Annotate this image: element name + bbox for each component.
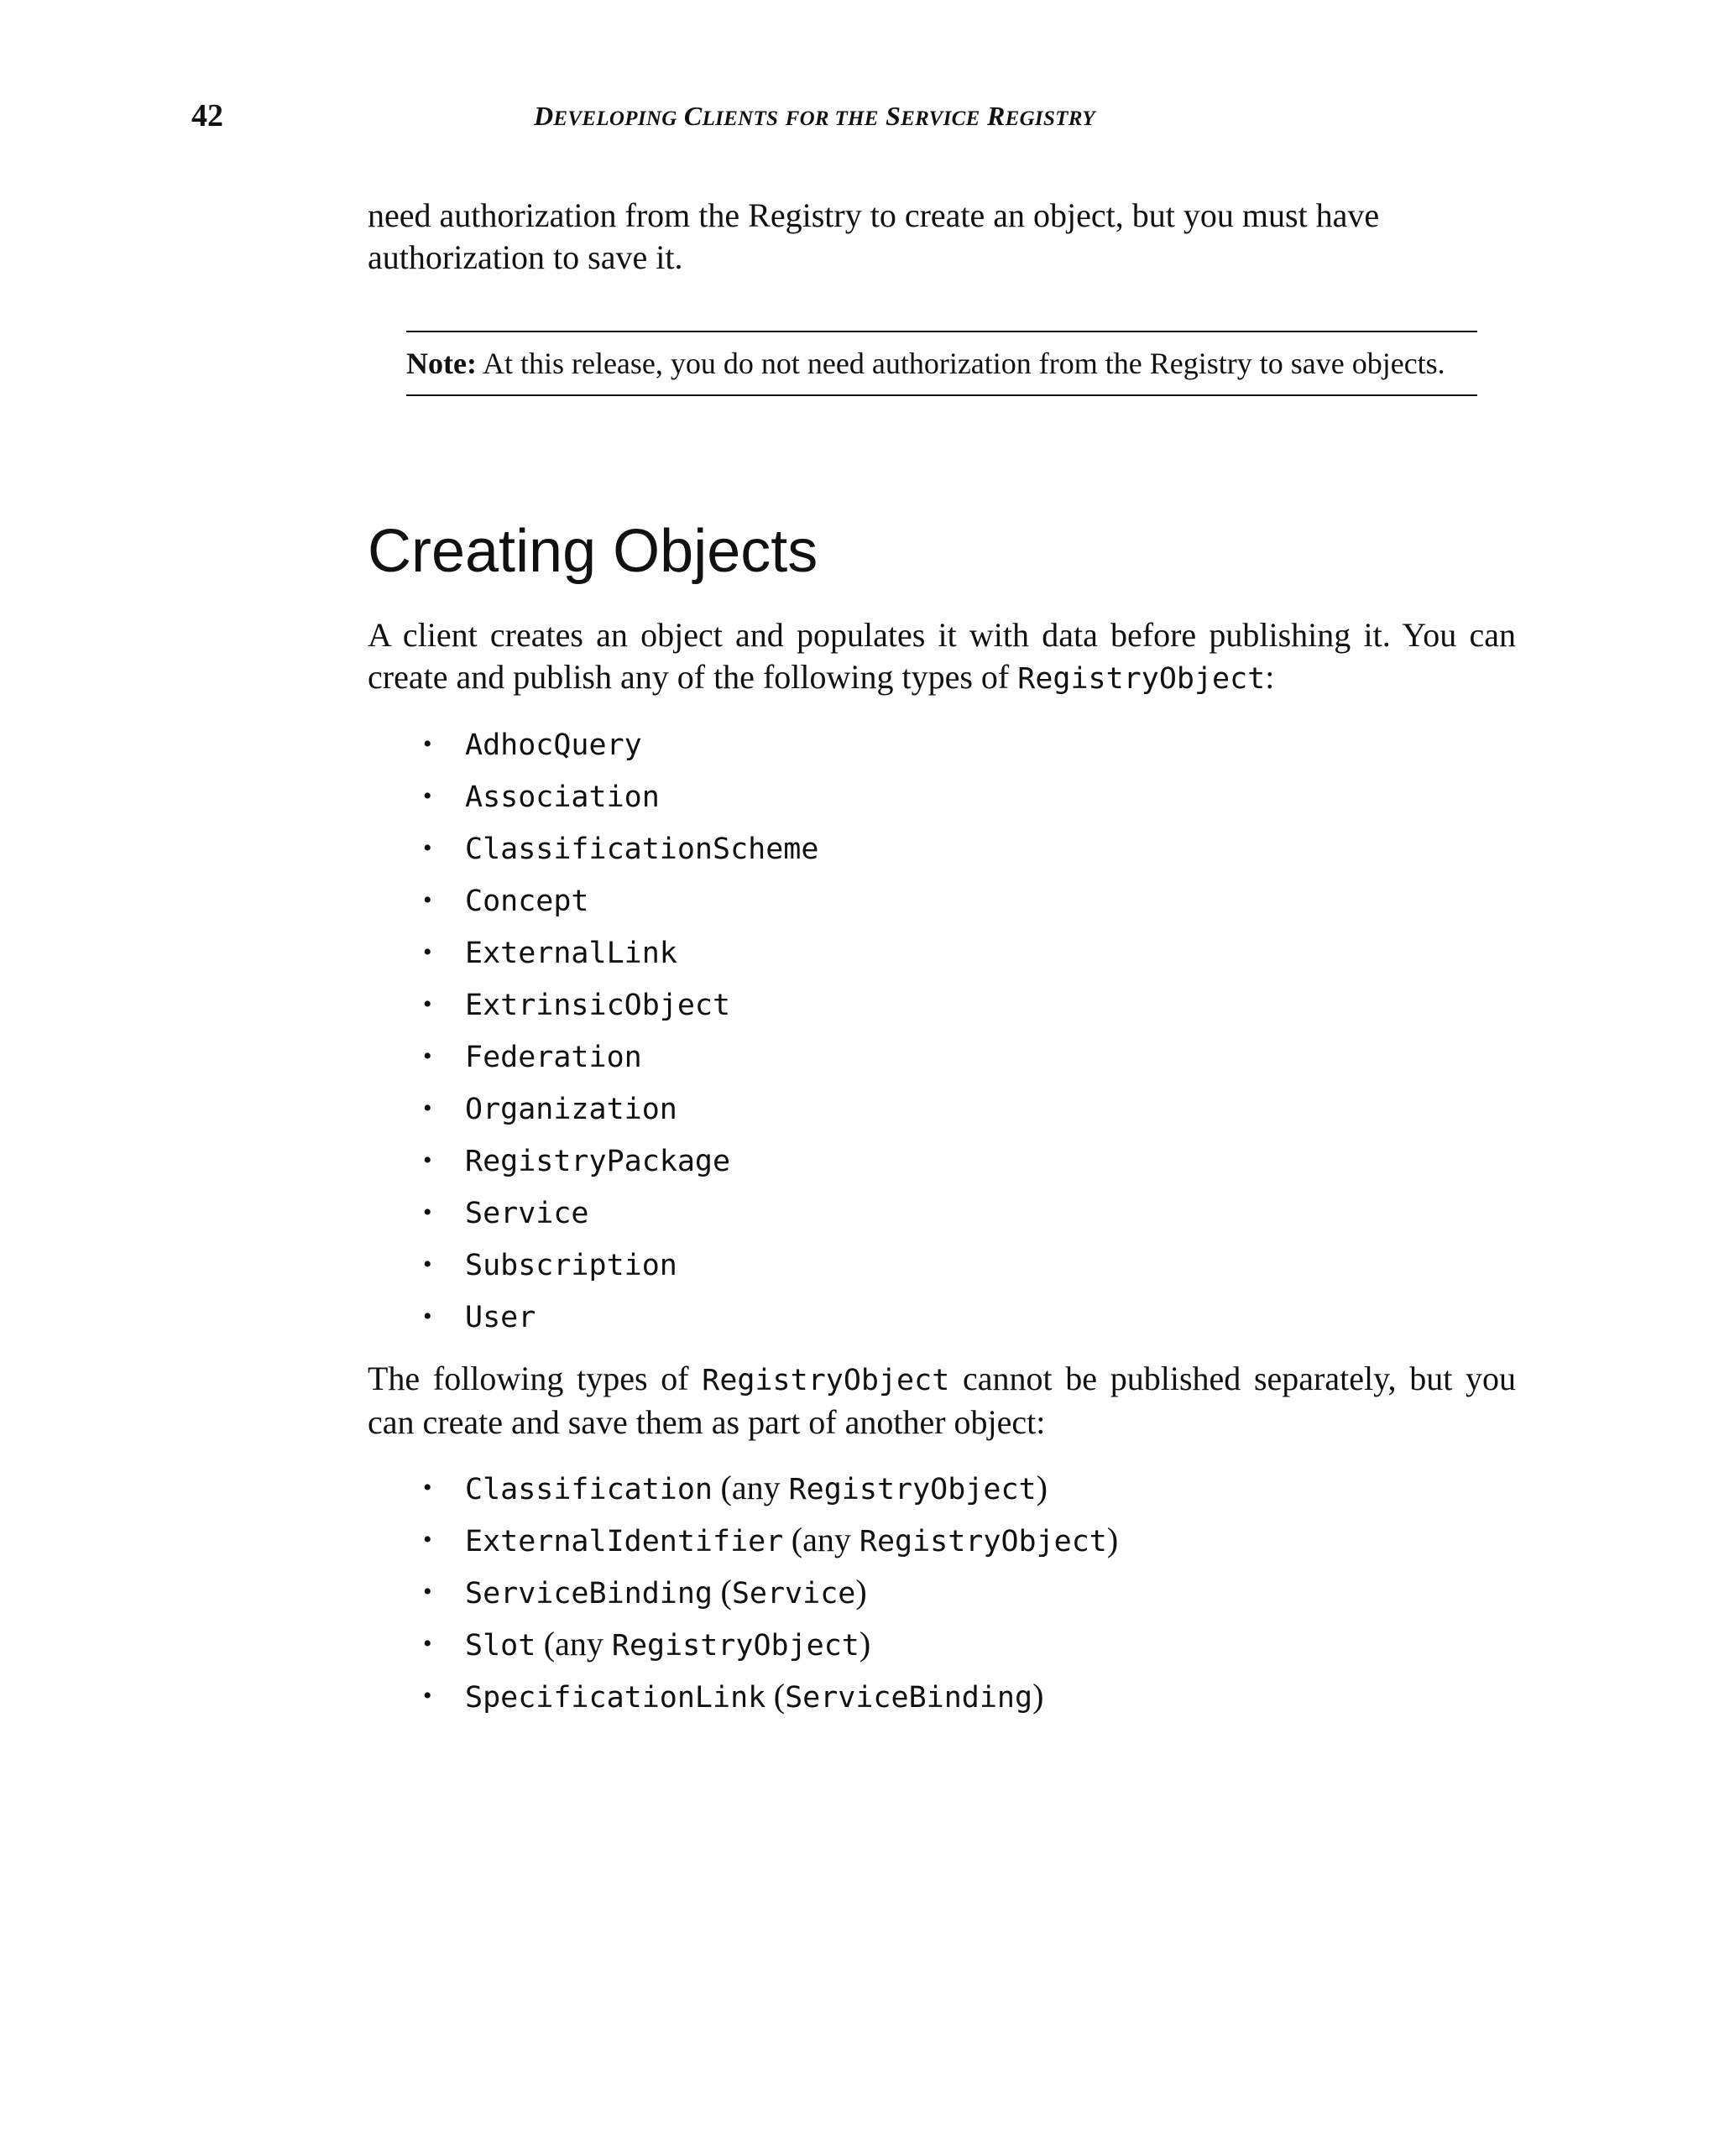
intro-paragraph — [368, 195, 1516, 279]
list-item — [423, 1291, 818, 1343]
section-heading: Creating Objects — [368, 518, 818, 585]
list-item-close: ) — [859, 1625, 871, 1663]
list-item-context: ( — [720, 1573, 732, 1610]
bullet-icon: • — [423, 938, 432, 966]
note-label: Note: — [406, 347, 477, 380]
list-item — [423, 1083, 818, 1135]
list-item — [423, 770, 818, 822]
list-item-parent-type: RegistryObject — [788, 1473, 1037, 1506]
bullet-icon: • — [423, 1042, 432, 1070]
list-item-parent-type: Service — [731, 1577, 856, 1610]
list-item — [423, 1618, 1118, 1670]
nested-types-list — [423, 1462, 1118, 1722]
list-item-label: Service — [465, 1197, 589, 1230]
list-item-label: ExtrinsicObject — [465, 989, 731, 1022]
section-paragraph-2: The following types of RegistryObject cannot be published separately, but you can create and save them as part of another object: — [368, 1360, 1517, 1441]
bullet-icon: • — [423, 782, 432, 810]
list-item-label: ExternalLink — [465, 937, 677, 970]
list-item-label: RegistryPackage — [465, 1145, 731, 1178]
bullet-icon: • — [423, 1146, 432, 1174]
list-item — [423, 1566, 1118, 1618]
list-item — [423, 1239, 818, 1291]
list-item-label: AdhocQuery — [465, 728, 642, 762]
section-paragraph-1: A client creates an object and populates it with data before publishing it. You can create and publish any of the following types of RegistryObject: — [368, 616, 1516, 696]
list-item-parent-type: RegistryObject — [859, 1525, 1107, 1558]
list-item — [423, 1187, 818, 1239]
list-item-context: (any — [791, 1521, 860, 1558]
bullet-icon: • — [423, 1094, 432, 1122]
list-item-close: ) — [1036, 1469, 1048, 1506]
list-item-context: (any — [543, 1625, 612, 1663]
bullet-icon: • — [423, 990, 432, 1018]
list-item-label: Organization — [465, 1093, 677, 1126]
list-item-label: Classification — [465, 1473, 713, 1506]
bullet-icon: • — [423, 1302, 432, 1330]
list-item-context: (any — [720, 1469, 789, 1506]
bullet-icon: • — [423, 1682, 432, 1710]
inline-code: RegistryObject — [1017, 662, 1266, 696]
note-box — [406, 331, 1477, 396]
intro-line-2: authorization to save it. — [368, 238, 683, 276]
list-item — [423, 718, 818, 770]
bullet-icon: • — [423, 1250, 432, 1278]
list-item — [423, 822, 818, 874]
list-item-close: ) — [1106, 1521, 1119, 1558]
list-item-close: ) — [1032, 1677, 1044, 1715]
bullet-icon: • — [423, 1474, 432, 1501]
list-item-label: User — [465, 1301, 536, 1334]
bullet-icon: • — [423, 1630, 432, 1657]
list-item — [423, 1462, 1118, 1514]
list-item — [423, 979, 818, 1031]
list-item — [423, 1135, 818, 1187]
list-item — [423, 1031, 818, 1083]
bullet-icon: • — [423, 730, 432, 758]
list-item-parent-type: ServiceBinding — [785, 1681, 1033, 1715]
list-item-label: ServiceBinding — [465, 1577, 713, 1610]
list-item-close: ) — [855, 1573, 867, 1610]
list-item-label: Subscription — [465, 1249, 677, 1282]
running-header: DEVELOPING CLIENTS FOR THE SERVICE REGISTRY — [534, 101, 1095, 131]
publishable-types-list — [423, 718, 818, 1343]
list-item-label: ClassificationScheme — [465, 833, 819, 866]
bullet-icon: • — [423, 1198, 432, 1226]
list-item — [423, 927, 818, 979]
intro-line-1: need authorization from the Registry to create an object, but you must have — [368, 196, 1380, 234]
bullet-icon: • — [423, 1578, 432, 1605]
list-item-context: ( — [773, 1677, 786, 1715]
bullet-icon: • — [423, 1526, 432, 1553]
list-item — [423, 1670, 1118, 1722]
list-item — [423, 874, 818, 927]
bullet-icon: • — [423, 886, 432, 914]
list-item — [423, 1514, 1118, 1566]
list-item-label: Slot — [465, 1629, 536, 1663]
list-item-label: Concept — [465, 885, 589, 918]
list-item-label: ExternalIdentifier — [465, 1525, 784, 1558]
inline-code: RegistryObject — [702, 1364, 950, 1397]
list-item-label: Federation — [465, 1041, 642, 1074]
list-item-parent-type: RegistryObject — [611, 1629, 860, 1663]
page-number: 42 — [191, 98, 223, 133]
list-item-label: SpecificationLink — [465, 1681, 766, 1715]
note-text: At this release, you do not need authorization from the Registry to save objects. — [482, 347, 1445, 380]
bullet-icon: • — [423, 834, 432, 862]
list-item-label: Association — [465, 780, 660, 814]
